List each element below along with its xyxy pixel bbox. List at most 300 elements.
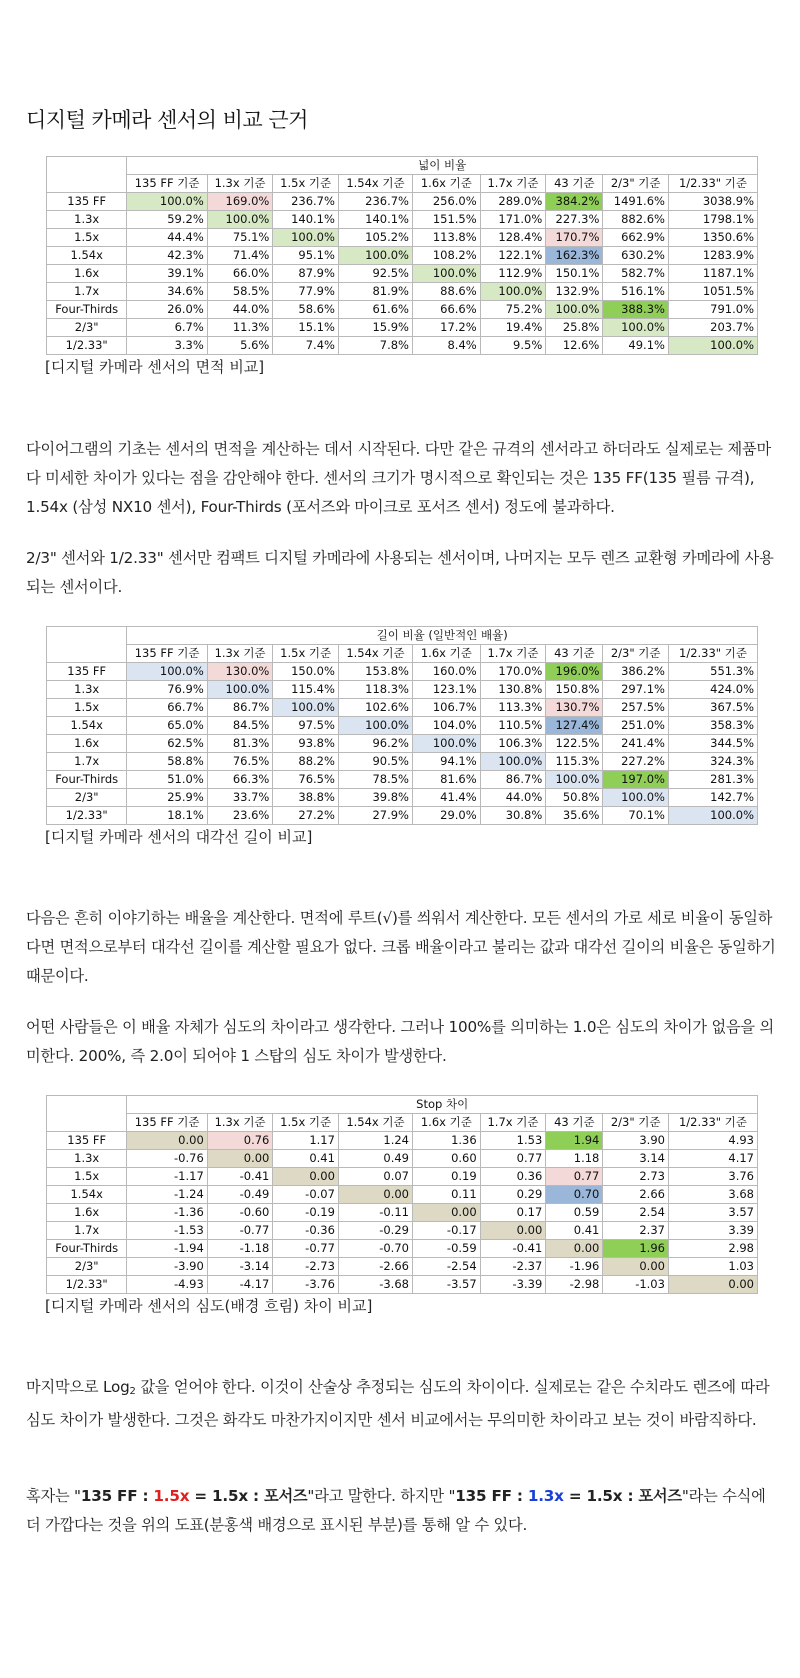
table-column-header-row: [47, 1114, 758, 1132]
table-cell: 367.5%: [668, 699, 757, 717]
row-header-1-3x: 1.3x: [47, 1150, 127, 1168]
table-cell: 227.3%: [546, 211, 603, 229]
table-row: [47, 1150, 758, 1168]
table-cell: 227.2%: [603, 753, 669, 771]
table-cell: 66.3%: [207, 771, 273, 789]
table-cell: 170.7%: [546, 229, 603, 247]
table-cell: 65.0%: [127, 717, 207, 735]
table-cell: -3.39: [480, 1276, 546, 1294]
table-cell: 162.3%: [546, 247, 603, 265]
table-cell: 105.2%: [338, 229, 412, 247]
table-row: [47, 1222, 758, 1240]
table-cell: 51.0%: [127, 771, 207, 789]
table-cell: 94.1%: [412, 753, 480, 771]
row-header-1-2-33in: 1/2.33": [47, 1276, 127, 1294]
column-header-four-thirds: 43 기준: [546, 175, 603, 193]
p6-text-c: "라는 수식에 더 가깝다는 것을 위의 도표(분홍색 배경으로 표시된 부분)를 통해 알 수 있다.: [26, 1487, 766, 1534]
column-header-1-54x: 1.54x 기준: [338, 175, 412, 193]
table-cell: -2.54: [412, 1258, 480, 1276]
table-cell: 297.1%: [603, 681, 669, 699]
table-cell: 12.6%: [546, 337, 603, 355]
table-cell: 77.9%: [273, 283, 339, 301]
table-row: [47, 229, 758, 247]
table-cell: 160.0%: [412, 663, 480, 681]
table-cell: 96.2%: [338, 735, 412, 753]
table-cell: 386.2%: [603, 663, 669, 681]
table-cell: 93.8%: [273, 735, 339, 753]
table-cell: 0.59: [546, 1204, 603, 1222]
table-cell: 118.3%: [338, 681, 412, 699]
table-cell: -0.49: [207, 1186, 273, 1204]
table-cell: -0.77: [273, 1240, 339, 1258]
table-row: [47, 247, 758, 265]
table-cell: 2.98: [668, 1240, 757, 1258]
table-cell: 140.1%: [338, 211, 412, 229]
table-cell: 0.41: [273, 1150, 339, 1168]
table-cell: 3.14: [603, 1150, 669, 1168]
row-header-1-5x: 1.5x: [47, 1168, 127, 1186]
table-cell: -1.53: [127, 1222, 207, 1240]
table-cell: 71.4%: [207, 247, 273, 265]
table-cell: 196.0%: [546, 663, 603, 681]
table-row: [47, 1276, 758, 1294]
table-cell: 29.0%: [412, 807, 480, 825]
table-cell: 344.5%: [668, 735, 757, 753]
table-cell: 1491.6%: [603, 193, 669, 211]
table-cell: 1.96: [603, 1240, 669, 1258]
table-cell: -3.14: [207, 1258, 273, 1276]
table-cell: 127.4%: [546, 717, 603, 735]
table-cell: 241.4%: [603, 735, 669, 753]
table-cell: 130.8%: [480, 681, 546, 699]
table-cell: 1.17: [273, 1132, 339, 1150]
table-cell: 3.57: [668, 1204, 757, 1222]
table-cell: 44.0%: [480, 789, 546, 807]
column-header-135ff: 135 FF 기준: [127, 645, 207, 663]
table-cell: 100.0%: [207, 211, 273, 229]
column-header-135ff: 135 FF 기준: [127, 1114, 207, 1132]
table-cell: 170.0%: [480, 663, 546, 681]
table-row: [47, 1204, 758, 1222]
table-cell: 256.0%: [412, 193, 480, 211]
table-cell: 66.6%: [412, 301, 480, 319]
table-cell: 150.8%: [546, 681, 603, 699]
table-cell: 0.11: [412, 1186, 480, 1204]
p6-formula-2b: = 1.5x : 포서즈: [563, 1487, 682, 1505]
p6-formula-1-red: 1.5x: [153, 1487, 190, 1505]
table-cell: 25.9%: [127, 789, 207, 807]
row-header-1-54x: 1.54x: [47, 247, 127, 265]
p6-formula-2a: 135 FF :: [455, 1487, 528, 1505]
table-row: [47, 193, 758, 211]
paragraph-4: 어떤 사람들은 이 배율 자체가 심도의 차이라고 생각한다. 그러나 100%를 의미하는 1.0은 심도의 차이가 없음을 의미한다. 200%, 즉 2.0이 되어야 1 스탑의 심도 차이가 발생한다.: [26, 1018, 775, 1065]
table-cell: 75.2%: [480, 301, 546, 319]
length-ratio-table: [46, 626, 758, 825]
table-cell: 100.0%: [546, 301, 603, 319]
table-row: [47, 699, 758, 717]
column-header-1-2-33in: 1/2.33" 기준: [668, 175, 757, 193]
table-cell: 3.90: [603, 1132, 669, 1150]
table-cell: 3.3%: [127, 337, 207, 355]
table-cell: 88.6%: [412, 283, 480, 301]
table-cell: 106.3%: [480, 735, 546, 753]
table-cell: 1.36: [412, 1132, 480, 1150]
row-header-1-5x: 1.5x: [47, 229, 127, 247]
column-header-1-2-33in: 1/2.33" 기준: [668, 645, 757, 663]
table-row: [47, 283, 758, 301]
table-cell: 2.37: [603, 1222, 669, 1240]
table-cell: -1.96: [546, 1258, 603, 1276]
table-cell: 110.5%: [480, 717, 546, 735]
table-cell: 76.5%: [207, 753, 273, 771]
table-group-header-row: [47, 627, 758, 645]
table-cell: 171.0%: [480, 211, 546, 229]
column-header-135ff: 135 FF 기준: [127, 175, 207, 193]
table-cell: 59.2%: [127, 211, 207, 229]
table-cell: 0.60: [412, 1150, 480, 1168]
table-row: [47, 735, 758, 753]
table-cell: 0.36: [480, 1168, 546, 1186]
table-row: [47, 789, 758, 807]
table-cell: 76.9%: [127, 681, 207, 699]
table-cell: 100.0%: [412, 265, 480, 283]
column-header-1-54x: 1.54x 기준: [338, 645, 412, 663]
table-cell: 115.3%: [546, 753, 603, 771]
table-cell: 49.1%: [603, 337, 669, 355]
table-cell: 1.53: [480, 1132, 546, 1150]
table-column-header-row: [47, 645, 758, 663]
table-cell: 18.1%: [127, 807, 207, 825]
table-cell: 0.00: [546, 1240, 603, 1258]
table-cell: 95.1%: [273, 247, 339, 265]
table-cell: 100.0%: [273, 699, 339, 717]
table-group-header-row: [47, 157, 758, 175]
column-header-1-5x: 1.5x 기준: [273, 1114, 339, 1132]
row-header-1-54x: 1.54x: [47, 1186, 127, 1204]
table-cell: 44.0%: [207, 301, 273, 319]
table-cell: 197.0%: [603, 771, 669, 789]
table-cell: 791.0%: [668, 301, 757, 319]
table-cell: 0.77: [546, 1168, 603, 1186]
row-header-1-7x: 1.7x: [47, 1222, 127, 1240]
row-header-1-2-33in: 1/2.33": [47, 337, 127, 355]
row-header-1-6x: 1.6x: [47, 265, 127, 283]
row-header-four-thirds: Four-Thirds: [47, 301, 127, 319]
area-ratio-table: [46, 156, 758, 355]
table-row: [47, 1258, 758, 1276]
table-cell: 104.0%: [412, 717, 480, 735]
table-cell: 100.0%: [603, 319, 669, 337]
table-row: [47, 211, 758, 229]
table-cell: 0.07: [338, 1168, 412, 1186]
table-cell: 84.5%: [207, 717, 273, 735]
table-row: [47, 681, 758, 699]
p6-formula-2-blue: 1.3x: [527, 1487, 564, 1505]
table-cell: -0.76: [127, 1150, 207, 1168]
table-cell: 100.0%: [603, 789, 669, 807]
table-cell: 100.0%: [668, 337, 757, 355]
table-cell: 75.1%: [207, 229, 273, 247]
table-cell: 0.00: [480, 1222, 546, 1240]
table-cell: 11.3%: [207, 319, 273, 337]
table-corner-cell: [47, 157, 127, 193]
table-cell: -0.59: [412, 1240, 480, 1258]
table-cell: -3.90: [127, 1258, 207, 1276]
table-row: [47, 1240, 758, 1258]
table-cell: 42.3%: [127, 247, 207, 265]
table-cell: 358.3%: [668, 717, 757, 735]
table-cell: -0.36: [273, 1222, 339, 1240]
table-cell: 39.8%: [338, 789, 412, 807]
p6-text-a: 혹자는 ": [26, 1487, 81, 1505]
table-cell: -4.93: [127, 1276, 207, 1294]
table-cell: 33.7%: [207, 789, 273, 807]
table-cell: -0.77: [207, 1222, 273, 1240]
table-cell: 100.0%: [412, 735, 480, 753]
table-cell: 100.0%: [338, 247, 412, 265]
table-cell: -1.03: [603, 1276, 669, 1294]
table-cell: 0.00: [412, 1204, 480, 1222]
table-cell: 106.7%: [412, 699, 480, 717]
table-cell: 102.6%: [338, 699, 412, 717]
row-header-1-7x: 1.7x: [47, 283, 127, 301]
table-cell: 100.0%: [127, 663, 207, 681]
table-cell: 1283.9%: [668, 247, 757, 265]
column-header-1-3x: 1.3x 기준: [207, 645, 273, 663]
table-cell: 70.1%: [603, 807, 669, 825]
column-header-1-6x: 1.6x 기준: [412, 1114, 480, 1132]
area-table-caption: [디지털 카메라 센서의 면적 비교]: [45, 358, 265, 376]
table-cell: 169.0%: [207, 193, 273, 211]
p6-formula-1a: 135 FF :: [80, 1487, 154, 1505]
table-cell: 7.8%: [338, 337, 412, 355]
table-cell: 0.00: [668, 1276, 757, 1294]
column-header-1-6x: 1.6x 기준: [412, 175, 480, 193]
table-cell: 6.7%: [127, 319, 207, 337]
table-cell: 23.6%: [207, 807, 273, 825]
table-cell: 112.9%: [480, 265, 546, 283]
table-cell: 289.0%: [480, 193, 546, 211]
table-cell: 203.7%: [668, 319, 757, 337]
table-cell: 123.1%: [412, 681, 480, 699]
table-cell: 630.2%: [603, 247, 669, 265]
table-cell: -1.24: [127, 1186, 207, 1204]
p6-text-b: "라고 말한다. 하지만 ": [307, 1487, 456, 1505]
table-cell: 4.93: [668, 1132, 757, 1150]
column-header-1-3x: 1.3x 기준: [207, 1114, 273, 1132]
table-cell: 87.9%: [273, 265, 339, 283]
paragraph-2: 2/3" 센서와 1/2.33" 센서만 컴팩트 디지털 카메라에 사용되는 센서이며, 나머지는 모두 렌즈 교환형 카메라에 사용되는 센서이다.: [26, 549, 774, 596]
table-cell: 2.54: [603, 1204, 669, 1222]
table-cell: -2.98: [546, 1276, 603, 1294]
table-group-header: 넓이 비율: [127, 157, 758, 175]
table-cell: 128.4%: [480, 229, 546, 247]
table-cell: 58.6%: [273, 301, 339, 319]
page-title: 디지털 카메라 센서의 비교 근거: [26, 108, 308, 132]
table-cell: -3.57: [412, 1276, 480, 1294]
table-cell: 38.8%: [273, 789, 339, 807]
row-header-four-thirds: Four-Thirds: [47, 771, 127, 789]
column-header-1-5x: 1.5x 기준: [273, 175, 339, 193]
table-cell: 0.00: [127, 1132, 207, 1150]
row-header-135ff: 135 FF: [47, 1132, 127, 1150]
table-cell: 4.17: [668, 1150, 757, 1168]
table-cell: 35.6%: [546, 807, 603, 825]
table-row: [47, 717, 758, 735]
table-row: [47, 337, 758, 355]
table-cell: 0.76: [207, 1132, 273, 1150]
row-header-1-3x: 1.3x: [47, 681, 127, 699]
p6-formula-1b: = 1.5x : 포서즈: [189, 1487, 308, 1505]
table-row: [47, 319, 758, 337]
table-row: [47, 1186, 758, 1204]
p5-text-a: 마지막으로 Log: [26, 1378, 130, 1396]
table-corner-cell: [47, 627, 127, 663]
table-cell: 3.39: [668, 1222, 757, 1240]
table-cell: 100.0%: [480, 283, 546, 301]
table-cell: 236.7%: [273, 193, 339, 211]
table-cell: 281.3%: [668, 771, 757, 789]
table-cell: 132.9%: [546, 283, 603, 301]
row-header-1-6x: 1.6x: [47, 1204, 127, 1222]
table-cell: 130.0%: [207, 663, 273, 681]
table-cell: 78.5%: [338, 771, 412, 789]
table-cell: 1350.6%: [668, 229, 757, 247]
table-cell: 15.9%: [338, 319, 412, 337]
table-cell: 2.66: [603, 1186, 669, 1204]
table-cell: -2.73: [273, 1258, 339, 1276]
table-cell: 81.3%: [207, 735, 273, 753]
table-cell: 26.0%: [127, 301, 207, 319]
row-header-1-54x: 1.54x: [47, 717, 127, 735]
paragraph-3: 다음은 흔히 이야기하는 배율을 계산한다. 면적에 루트(√)를 씌워서 계산한다. 모든 센서의 가로 세로 비율이 동일하다면 면적으로부터 대각선 길이를 계산할 필요가 없다. 크롭 배율이라고 불리는 값과 대각선 길이의 비율은 동일하기 때문이다.: [26, 909, 776, 985]
table-row: [47, 1168, 758, 1186]
table-cell: 86.7%: [480, 771, 546, 789]
table-cell: 27.9%: [338, 807, 412, 825]
table-group-header-row: [47, 1096, 758, 1114]
table-cell: 1.24: [338, 1132, 412, 1150]
table-cell: 66.0%: [207, 265, 273, 283]
table-cell: 3.68: [668, 1186, 757, 1204]
table-cell: 8.4%: [412, 337, 480, 355]
table-cell: 1.03: [668, 1258, 757, 1276]
table-cell: 0.41: [546, 1222, 603, 1240]
row-header-1-7x: 1.7x: [47, 753, 127, 771]
table-cell: 19.4%: [480, 319, 546, 337]
column-header-1-7x: 1.7x 기준: [480, 175, 546, 193]
table-cell: 424.0%: [668, 681, 757, 699]
table-cell: 100.0%: [546, 771, 603, 789]
table-cell: 113.3%: [480, 699, 546, 717]
table-group-header: Stop 차이: [127, 1096, 758, 1114]
table-cell: 151.5%: [412, 211, 480, 229]
column-header-2-3in: 2/3" 기준: [603, 175, 669, 193]
table-cell: 324.3%: [668, 753, 757, 771]
table-row: [47, 1132, 758, 1150]
comparison-table: [46, 626, 758, 825]
table-cell: -0.11: [338, 1204, 412, 1222]
table-cell: -0.70: [338, 1240, 412, 1258]
table-row: [47, 301, 758, 319]
row-header-1-6x: 1.6x: [47, 735, 127, 753]
row-header-2-3in: 2/3": [47, 789, 127, 807]
table-cell: 76.5%: [273, 771, 339, 789]
table-cell: 88.2%: [273, 753, 339, 771]
table-row: [47, 807, 758, 825]
table-cell: 9.5%: [480, 337, 546, 355]
table-cell: 122.5%: [546, 735, 603, 753]
table-cell: -3.68: [338, 1276, 412, 1294]
table-cell: 0.49: [338, 1150, 412, 1168]
paragraph-6: [26, 1482, 778, 1540]
table-cell: 100.0%: [273, 229, 339, 247]
table-cell: 100.0%: [480, 753, 546, 771]
table-cell: 34.6%: [127, 283, 207, 301]
column-header-2-3in: 2/3" 기준: [603, 645, 669, 663]
table-cell: -3.76: [273, 1276, 339, 1294]
table-cell: 150.0%: [273, 663, 339, 681]
table-row: [47, 753, 758, 771]
row-header-135ff: 135 FF: [47, 193, 127, 211]
table-cell: 551.3%: [668, 663, 757, 681]
table-cell: 62.5%: [127, 735, 207, 753]
table-cell: 113.8%: [412, 229, 480, 247]
column-header-1-3x: 1.3x 기준: [207, 175, 273, 193]
table-cell: 0.00: [603, 1258, 669, 1276]
table-row: [47, 265, 758, 283]
table-cell: 0.29: [480, 1186, 546, 1204]
table-cell: 90.5%: [338, 753, 412, 771]
table-cell: 0.17: [480, 1204, 546, 1222]
row-header-1-2-33in: 1/2.33": [47, 807, 127, 825]
table-cell: 1051.5%: [668, 283, 757, 301]
comparison-table: [46, 156, 758, 355]
table-cell: 61.6%: [338, 301, 412, 319]
paragraph-5: [26, 1373, 778, 1435]
table-cell: 7.4%: [273, 337, 339, 355]
table-cell: 1187.1%: [668, 265, 757, 283]
table-cell: 0.19: [412, 1168, 480, 1186]
column-header-1-7x: 1.7x 기준: [480, 645, 546, 663]
column-header-2-3in: 2/3" 기준: [603, 1114, 669, 1132]
row-header-1-3x: 1.3x: [47, 211, 127, 229]
stop-table-caption: [디지털 카메라 센서의 심도(배경 흐림) 차이 비교]: [45, 1297, 373, 1315]
table-cell: 58.5%: [207, 283, 273, 301]
table-cell: -0.19: [273, 1204, 339, 1222]
table-cell: 384.2%: [546, 193, 603, 211]
table-cell: 3038.9%: [668, 193, 757, 211]
table-cell: 100.0%: [668, 807, 757, 825]
comparison-table: [46, 1095, 758, 1294]
table-cell: 1.94: [546, 1132, 603, 1150]
table-cell: 81.9%: [338, 283, 412, 301]
table-cell: 236.7%: [338, 193, 412, 211]
table-cell: -1.36: [127, 1204, 207, 1222]
table-cell: 0.00: [338, 1186, 412, 1204]
table-cell: 150.1%: [546, 265, 603, 283]
table-cell: -1.17: [127, 1168, 207, 1186]
table-row: [47, 663, 758, 681]
row-header-1-5x: 1.5x: [47, 699, 127, 717]
column-header-four-thirds: 43 기준: [546, 645, 603, 663]
stop-diff-table: [46, 1095, 758, 1294]
table-cell: 1798.1%: [668, 211, 757, 229]
length-table-caption: [디지털 카메라 센서의 대각선 길이 비교]: [45, 828, 313, 846]
table-cell: 882.6%: [603, 211, 669, 229]
column-header-1-6x: 1.6x 기준: [412, 645, 480, 663]
table-cell: 15.1%: [273, 319, 339, 337]
table-cell: -0.07: [273, 1186, 339, 1204]
